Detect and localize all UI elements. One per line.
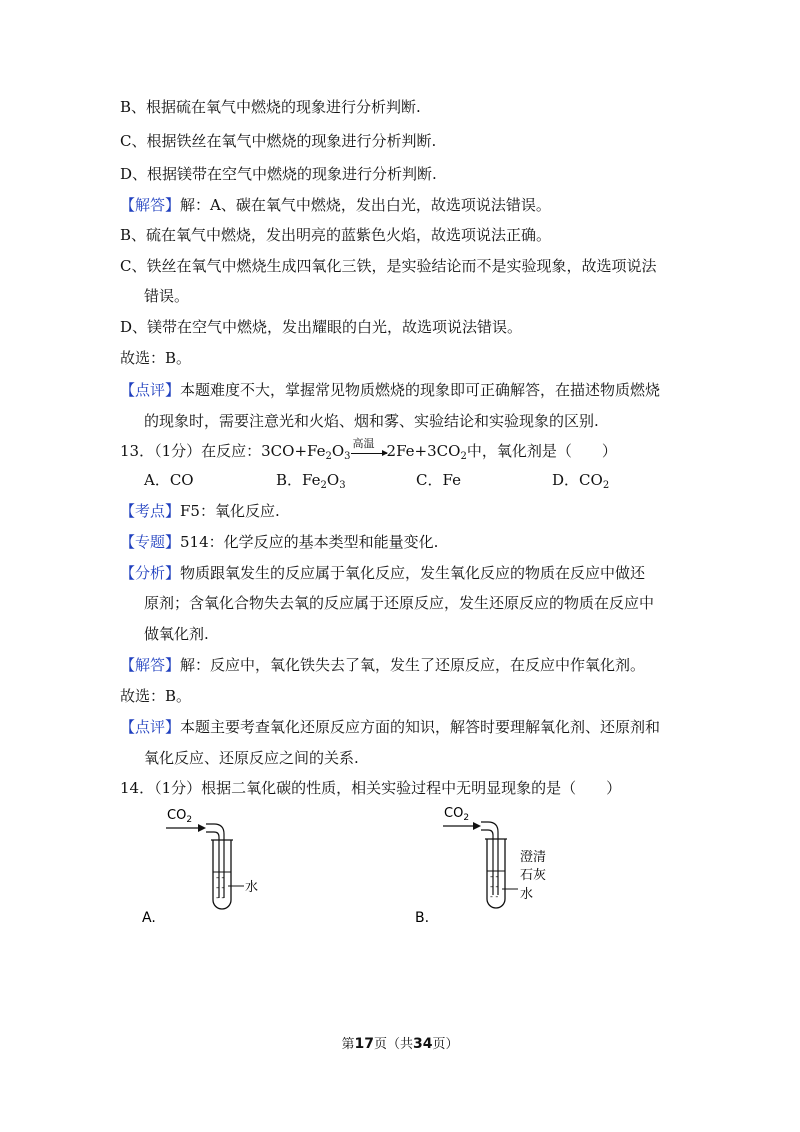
answer12-d: D、镁带在空气中燃烧，发出耀眼的白光，故选项说法错误。 xyxy=(120,318,523,336)
q13-option-d-sub: 2 xyxy=(602,480,610,491)
hint-c: C、根据铁丝在氧气中燃烧的现象进行分析判断. xyxy=(120,132,437,150)
q13-dianping-1 xyxy=(120,717,660,737)
zhuanti-tag: 【专题】 xyxy=(120,533,181,551)
q13-option-b-sub3: 3 xyxy=(339,480,346,491)
fenxi-tag: 【分析】 xyxy=(120,564,181,582)
svg-text:- -: - - xyxy=(216,873,225,882)
q13-stem-suffix: 中，氧化剂是（ ） xyxy=(466,442,617,460)
dianping-text-1: 本题主要考查氧化还原反应方面的知识，解答时要理解氧化剂、还原剂和 xyxy=(180,718,661,736)
q13-stem-prefix: 13．（1分）在反应：3CO+Fe xyxy=(120,442,326,460)
q13-dianping-2: 氧化反应、还原反应之间的关系. xyxy=(144,749,359,767)
q13-choice: 故选：B。 xyxy=(120,687,192,705)
answer12-b: B、硫在氧气中燃烧，发出明亮的蓝紫色火焰，故选项说法正确。 xyxy=(120,226,552,244)
footer-suffix: 页） xyxy=(432,1037,459,1052)
kaodian-text: F5：氧化反应. xyxy=(180,502,280,520)
fenxi-text-1: 物质跟氧发生的反应属于氧化反应，发生氧化反应的物质在反应中做还 xyxy=(180,564,646,582)
answer12-tag: 【解答】 xyxy=(120,196,181,214)
answer12-a: 解：A、碳在氧气中燃烧，发出白光，故选项说法错误。 xyxy=(180,196,551,214)
q13-option-b-o: O xyxy=(326,471,340,489)
hint-b: B、根据硫在氧气中燃烧的现象进行分析判断. xyxy=(120,98,421,116)
choice12: 故选：B。 xyxy=(120,349,192,367)
hint-d: D、根据镁带在空气中燃烧的现象进行分析判断. xyxy=(120,165,437,183)
q13-option-b-prefix: B．Fe xyxy=(276,471,321,489)
arrow-icon xyxy=(473,822,481,830)
footer-mid: 页（共 xyxy=(373,1037,413,1052)
fig-b-liquid-3: 水 xyxy=(520,887,534,902)
review12-1: 本题难度不大，掌握常见物质燃烧的现象即可正确解答，在描述物质燃烧 xyxy=(180,381,661,399)
q14-stem: 14．（1分）根据二氧化碳的性质，相关实验过程中无明显现象的是（ ） xyxy=(120,779,622,797)
zhuanti-text: 514：化学反应的基本类型和能量变化. xyxy=(180,533,439,551)
review12-tag: 【点评】 xyxy=(120,381,181,399)
fig-a-label: A. xyxy=(142,910,156,926)
jieda-text: 解：反应中，氧化铁失去了氧，发生了还原反应，在反应中作氧化剂。 xyxy=(180,656,646,674)
q13-o: O xyxy=(331,442,345,460)
svg-text:- -: - - xyxy=(216,893,225,902)
page-total: 34 xyxy=(413,1036,433,1052)
review12-2: 的现象时，需要注意光和火焰、烟和雾、实验结论和实验现象的区别. xyxy=(144,412,599,430)
q13-fenxi-3: 做氧化剂. xyxy=(144,625,209,643)
q13-sub-3: 3 xyxy=(344,451,351,462)
q13-sub-2: 2 xyxy=(325,451,332,462)
fig-b-gas-label: $CO_2$ xyxy=(444,806,470,823)
svg-text:- -: - - xyxy=(490,872,499,881)
fig-b-liquid-1: 澄清 xyxy=(520,850,547,865)
jieda-tag: 【解答】 xyxy=(120,656,181,674)
answer12-c2: 错误。 xyxy=(144,287,190,305)
q13-zhuanti xyxy=(120,532,438,552)
q13-kaodian xyxy=(120,501,280,521)
svg-text:- -: - - xyxy=(490,882,499,891)
q13-option-b-sub2: 2 xyxy=(320,480,327,491)
dianping-tag: 【点评】 xyxy=(120,718,181,736)
arrow-icon xyxy=(351,453,387,454)
reaction-condition-arrow xyxy=(351,437,387,461)
q13-fenxi-1 xyxy=(120,563,645,583)
fig-b-liquid-2: 石灰 xyxy=(520,868,547,883)
q13-option-d xyxy=(552,470,609,490)
q13-option-b xyxy=(276,470,346,490)
q13-fenxi-2: 原剂；含氧化合物失去氧的反应属于还原反应，发生还原反应的物质在反应中 xyxy=(144,594,655,612)
fig-a-liquid-label: 水 xyxy=(245,880,259,895)
footer-prefix: 第 xyxy=(341,1037,355,1052)
fig-b-label: B. xyxy=(415,910,430,926)
page-number: 17 xyxy=(354,1036,374,1052)
svg-text:- -: - - xyxy=(490,892,499,901)
q13-option-c: C．Fe xyxy=(416,471,461,489)
figure-b-test-tube xyxy=(412,797,592,930)
q13-stem xyxy=(120,437,617,462)
q13-co2-sub: 2 xyxy=(460,451,467,462)
svg-text:- -: - - xyxy=(216,883,225,892)
q13-jieda xyxy=(120,655,645,675)
review12-line-1 xyxy=(120,380,660,400)
q13-option-a: A．CO xyxy=(144,471,194,489)
q13-stem-mid: 2Fe+3CO xyxy=(386,442,461,460)
reaction-condition: 高温 xyxy=(352,437,375,450)
answer12-c1: C、铁丝在氧气中燃烧生成四氧化三铁，是实验结论而不是实验现象，故选项说法 xyxy=(120,257,657,275)
arrow-icon xyxy=(198,824,206,832)
answer12-line-a xyxy=(120,195,551,215)
fig-a-gas-label: $CO_2$ xyxy=(167,808,193,825)
q13-option-d-prefix: D．CO xyxy=(552,471,603,489)
kaodian-tag: 【考点】 xyxy=(120,502,181,520)
page-footer xyxy=(0,1035,800,1054)
figure-a-test-tube xyxy=(140,800,300,930)
